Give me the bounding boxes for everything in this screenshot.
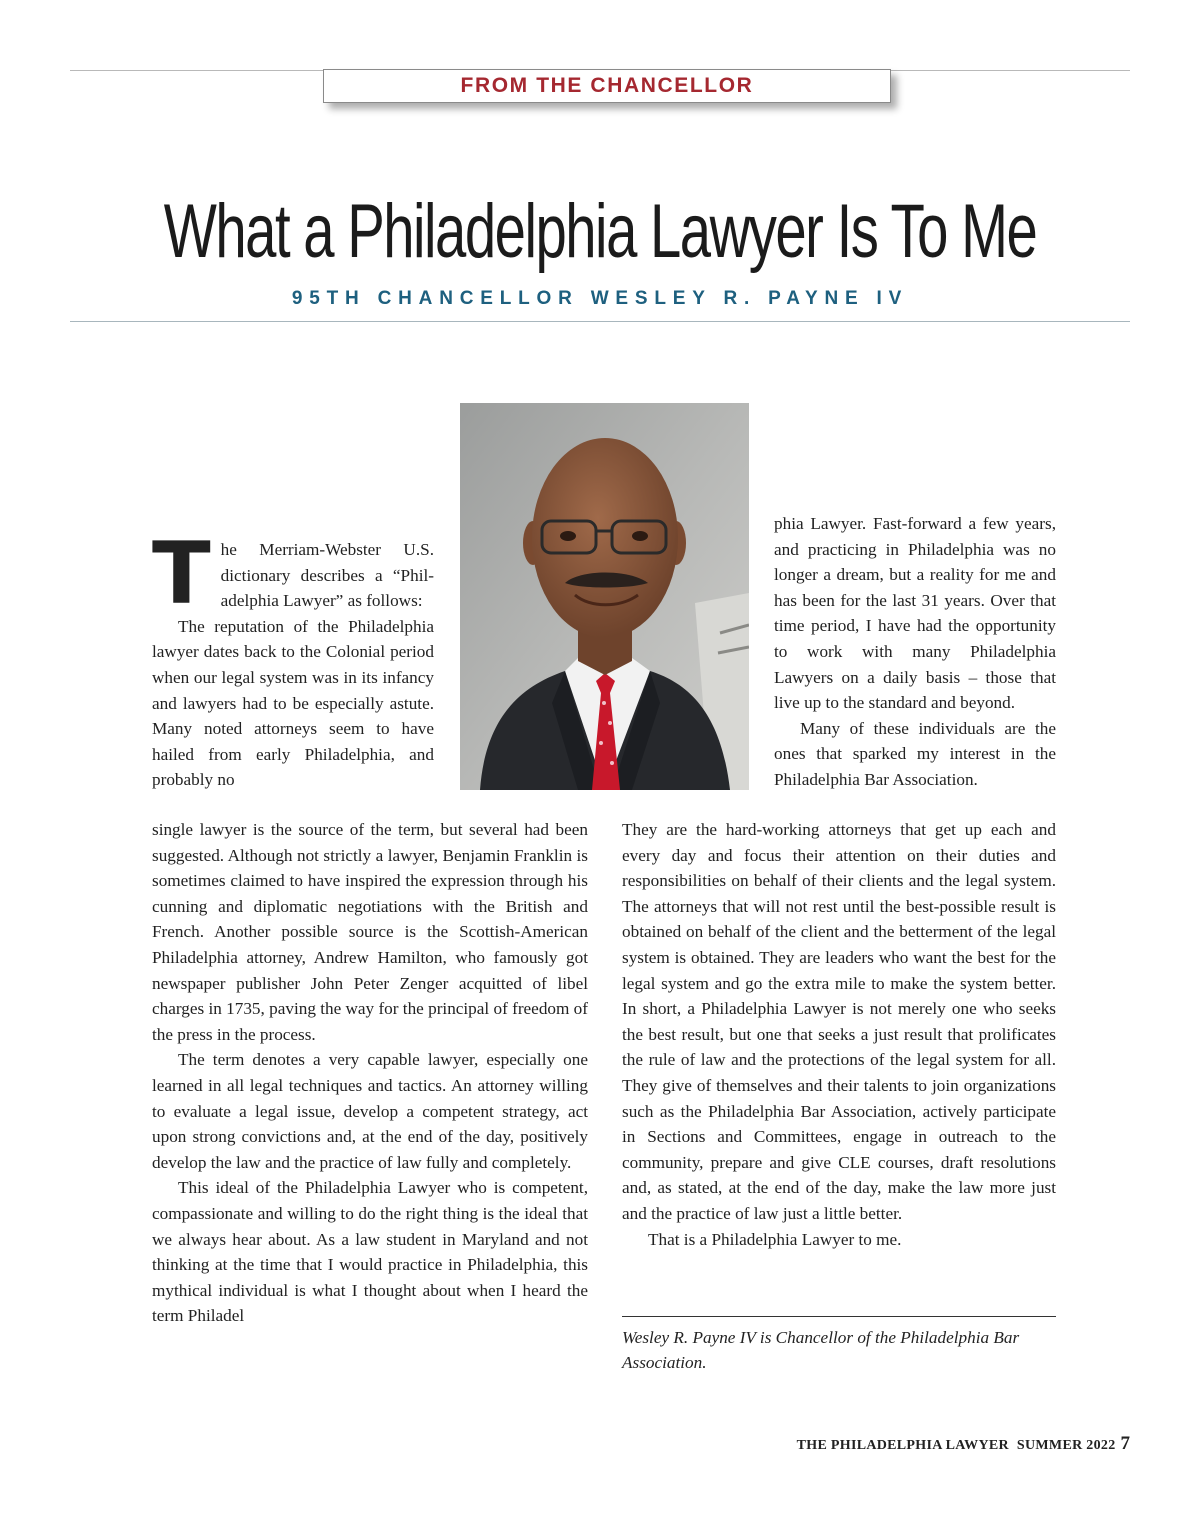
article-column-2-top — [774, 511, 1056, 793]
issue-label: SUMMER 2022 — [1016, 1438, 1116, 1453]
author-bio: Wesley R. Payne IV is Chancellor of the Philadelphia Bar Association. — [622, 1328, 1020, 1372]
author-portrait-photo — [460, 403, 749, 790]
header-rule — [70, 321, 1130, 322]
headline: What a Philadelphia Lawyer Is To Me — [163, 189, 1037, 274]
paragraph-4-start: This ideal of the Philadelphia Lawyer who is competent, compassionate and willing to do the right thing is the ideal that we always hear about. As a law student in Maryland and not thinking at the time that I would practice in Philadelphia, this mythical individual is what I thought about when I heard the term Philadel — [152, 1178, 588, 1326]
article-column-1-bottom — [152, 817, 588, 1329]
drop-cap: T — [152, 524, 211, 624]
paragraph-5-continued: They are the hard-working attorneys that get up each and every day and focus their attention on their duties and responsibilities on behalf of their clients and the legal system. The attorneys that will not rest until the best-possible result is obtained on behalf of the client and the betterment of the legal system is obtained. They are leaders who want the best for the legal system and go the extra mile to make the system better. In short, a Philadelphia Lawyer is not merely one who seeks the best result, but one that seeks a just result that prolificates the rule of law and the protections of the legal system for all. They give of themselves and their talents to join organizations such as the Philadelphia Bar Association, actively participate in Sections and Committees, engage in outreach to the community, prepare and give CLE courses, draft resolutions and, as stated, at the end of the day, make the law more just and the practice of law just a little better. — [622, 820, 1056, 1223]
paragraph-2-continued: single lawyer is the source of the term, but several had been suggested. Although not strictly a lawyer, Benjamin Franklin is sometimes claimed to have inspired the expression through his cunning and diplomatic negotiations with the British and French. Another possible source is the Scottish-American Philadelphia attorney, Andrew Hamilton, who famously got newspaper publisher John Peter Zenger acquitted of libel charges in 1735, paving the way for the principal of freedom of the press in the process. — [152, 820, 588, 1044]
page-number: 7 — [1120, 1433, 1130, 1454]
paragraph-3: The term denotes a very capable lawyer, especially one learned in all legal techniques and tactics. An attorney willing to evaluate a legal issue, develop a competent strategy, act upon strong convictions and, at the end of the day, positively develop the law and the practice of law fully and completely. — [152, 1050, 588, 1172]
paragraph-5-start: Many of these individuals are the ones that sparked my interest in the Philadelphia Bar Association. — [774, 718, 1056, 789]
section-label: FROM THE CHANCELLOR — [323, 69, 891, 103]
article-column-2-bottom — [622, 817, 1056, 1252]
paragraph-1: he Merriam-Webster U.S. dictionary describes a “Philadelphia Lawyer” as follows: — [220, 540, 434, 611]
bio-rule — [622, 1316, 1056, 1317]
paragraph-4-continued: phia Lawyer. Fast-forward a few years, and practicing in Philadelphia was no longer a dream, but a reality for me and has been for the last 31 years. Over that time period, I have had the opportunity to work with many Philadelphia Lawyers on a daily basis – those that live up to the standard and beyond. — [774, 514, 1056, 713]
closing-paragraph: That is a Philadelphia Lawyer to me. — [648, 1229, 902, 1249]
publication-name: THE PHILADELPHIA LAWYER — [796, 1438, 1009, 1453]
page-footer — [797, 1433, 1130, 1455]
paragraph-2-start: The reputation of the Philadelphia lawyer dates back to the Colonial period when our legal system was in its infancy and lawyers had to be especially astute. Many noted attorneys seem to have hailed from early Philadelphia, and probably no — [152, 616, 434, 790]
byline: 95TH CHANCELLOR WESLEY R. PAYNE IV — [291, 288, 909, 309]
article-column-1-top — [152, 524, 434, 793]
